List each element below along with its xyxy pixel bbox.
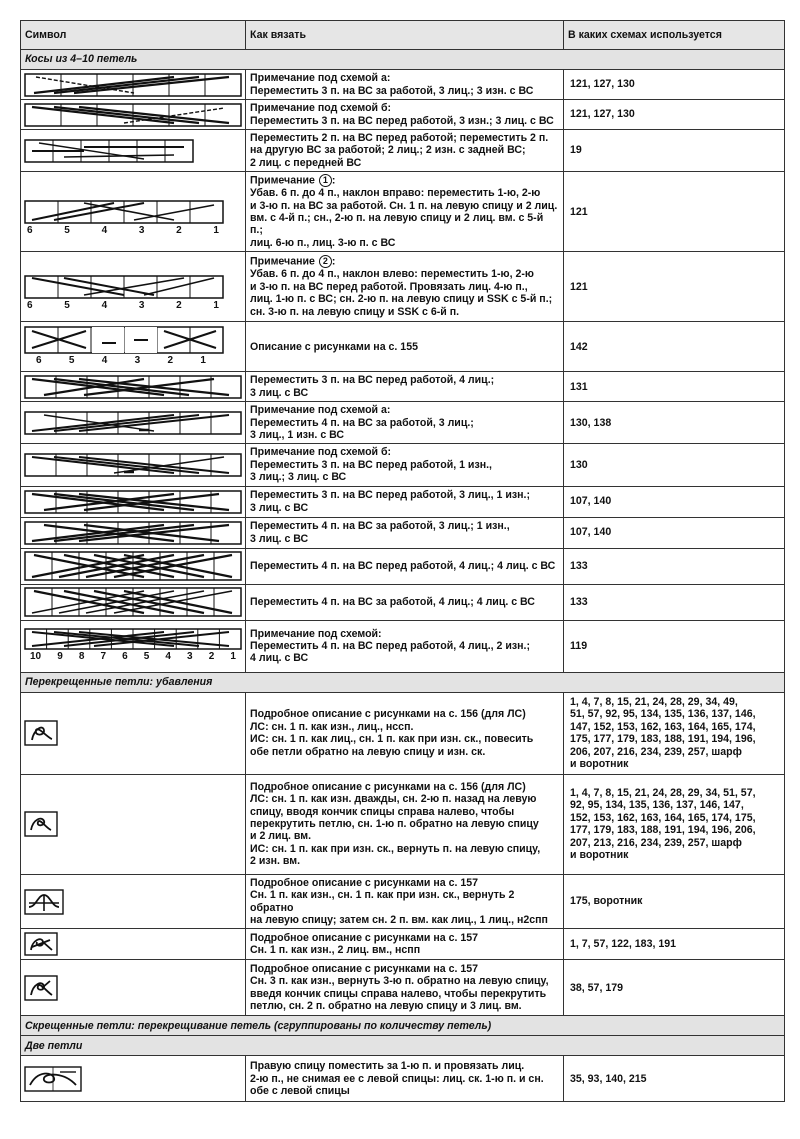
description-cell: Примечание 2 : Убав. 6 п. до 4 п., наклон влево: переместить 1-ю, 2-ю и 3-ю п. на ВС перед работой. Провязать лиц. 4-ю п., лиц. 1-ю п. с ВС; сн. 2-ю п. на левую спицу и SSK с 5-й п.; сн. 3-ю п. на левую спицу и SSK с 6-й п.: [246, 252, 564, 322]
table-row: [21, 372, 785, 402]
section-row: [21, 672, 785, 692]
symbol-cell: [21, 874, 246, 929]
symbol-cell: [21, 692, 246, 774]
description-cell: Переместить 3 п. на ВС перед работой, 3 лиц., 1 изн.; 3 лиц. с ВС: [246, 486, 564, 517]
note-number-badge: 1: [319, 174, 332, 187]
table-row: [21, 486, 785, 517]
used-cell: 131: [564, 372, 785, 402]
used-cell: 1, 4, 7, 8, 15, 21, 24, 28, 29, 34, 51, 57, 92, 95, 134, 135, 136, 137, 146, 147, 152, 153, 162, 163, 164, 165, 174, 175, 177, 179, 183, 188, 191, 194, 196, 206, 207, 213, 216, 234, 239, 257, шарф и воротник: [564, 774, 785, 874]
description-cell: Подробное описание с рисунками на с. 156 (для ЛС) ЛС: сн. 1 п. как изн. дважды, сн. 2-ю п. назад на левую спицу, вводя кончик спицы справа налево, чтобы перекрутить петлю, сн. 1-ю п. обратно на левую спицу и 2 лиц. вм. ИС: сн. 1 п. как при изн. ск., вернуть п. на левую спицу, 2 изн. вм.: [246, 774, 564, 874]
description-cell: Переместить 3 п. на ВС перед работой, 4 лиц.; 3 лиц. с ВС: [246, 372, 564, 402]
table-row: [21, 130, 785, 172]
symbol-cell: [21, 322, 246, 372]
cable-3-3-left-icon: [24, 103, 242, 127]
description-cell: Подробное описание с рисунками на с. 157 Сн. 1 п. как изн., сн. 1 п. как при изн. ск., вернуть 2 обратно на левую спицу; затем сн. 2 п. вм. как лиц., 1 лиц., н2спп: [246, 874, 564, 929]
twisted-double-decrease-icon: [24, 889, 64, 915]
cable-3-purl-3-left-icon: [24, 453, 242, 477]
symbol-cell: [21, 1056, 246, 1102]
cable-4-purl-3-icon: [24, 521, 242, 545]
cable-with-purl-center-icon: [24, 326, 224, 354]
cable-3-3-right-icon: [24, 73, 242, 97]
table-row: [21, 517, 785, 548]
header-symbol: Символ: [21, 21, 246, 50]
cable-2-2-2-icon: [24, 139, 194, 163]
symbol-cell: [21, 252, 246, 322]
section-title: Перекрещенные петли: убавления: [21, 672, 785, 692]
description-cell: Описание с рисунками на с. 155: [246, 322, 564, 372]
used-cell: 130, 138: [564, 402, 785, 444]
used-cell: 121: [564, 252, 785, 322]
table-row: [21, 70, 785, 100]
description-cell: Переместить 4 п. на ВС за работой, 3 лиц.; 1 изн., 3 лиц. с ВС: [246, 517, 564, 548]
description-cell: Переместить 2 п. на ВС перед работой; переместить 2 п. на другую ВС за работой; 2 лиц.; 2 изн. с задней ВС; 2 лиц. с передней ВС: [246, 130, 564, 172]
twisted-decrease-right-icon: [24, 811, 58, 837]
header-row: [21, 21, 785, 50]
table-row: [21, 620, 785, 672]
symbol-cell: [21, 620, 246, 672]
table-row: [21, 548, 785, 584]
twisted-decrease-left-icon: [24, 720, 58, 746]
symbol-cell: [21, 402, 246, 444]
used-cell: 38, 57, 179: [564, 960, 785, 1016]
table-row: [21, 874, 785, 929]
section-title: Две петли: [21, 1036, 785, 1056]
cable-10-stitch-icon: [24, 628, 242, 650]
used-cell: 1, 7, 57, 122, 183, 191: [564, 929, 785, 960]
used-cell: 121, 127, 130: [564, 70, 785, 100]
stitch-numbers: 6 5 4 3 2 1: [27, 225, 219, 237]
table-row: [21, 584, 785, 620]
note-number-badge: 2: [319, 255, 332, 268]
table-row: [21, 960, 785, 1016]
description-cell: Подробное описание с рисунками на с. 157 Сн. 3 п. как изн., вернуть 3-ю п. обратно на левую спицу, введя кончик спицы справа налево, чтобы перекрутить петлю, сн. 2 п. обратно на левую спицу и 3 лиц. вм.: [246, 960, 564, 1016]
symbol-cell: [21, 372, 246, 402]
description-cell: Подробное описание с рисунками на с. 157 Сн. 1 п. как изн., 2 лиц. вм., нспп: [246, 929, 564, 960]
used-cell: 142: [564, 322, 785, 372]
used-cell: 107, 140: [564, 486, 785, 517]
description-cell: Примечание под схемой: Переместить 4 п. на ВС перед работой, 4 лиц., 2 изн.; 4 лиц. с ВС: [246, 620, 564, 672]
table-row: [21, 1056, 785, 1102]
table-row: [21, 929, 785, 960]
symbol-cell: [21, 548, 246, 584]
used-cell: 133: [564, 548, 785, 584]
table-row: [21, 402, 785, 444]
stitch-numbers: 6 5 4 3 2 1: [36, 355, 206, 367]
description-cell: Примечание под схемой а: Переместить 4 п. на ВС за работой, 3 лиц.; 3 лиц., 1 изн. с ВС: [246, 402, 564, 444]
cable-4-4-left-icon: [24, 587, 242, 617]
table-row: [21, 172, 785, 252]
used-cell: 121: [564, 172, 785, 252]
header-how: Как вязать: [246, 21, 564, 50]
stitch-numbers: 10 9 8 7 6 5 4 3 2 1: [30, 651, 236, 663]
table-row: [21, 100, 785, 130]
description-cell: Переместить 4 п. на ВС за работой, 4 лиц.; 4 лиц. с ВС: [246, 584, 564, 620]
symbol-cell: [21, 584, 246, 620]
description-cell: Подробное описание с рисунками на с. 156 (для ЛС) ЛС: сн. 1 п. как изн., лиц., нссп. ИС: сн. 1 п. как лиц., сн. 1 п. как при изн. ск., повесить обе петли обратно на левую спицу и изн. ск.: [246, 692, 564, 774]
cable-7-stitch-icon: [24, 375, 242, 399]
symbol-cell: [21, 929, 246, 960]
description-cell: Переместить 4 п. на ВС перед работой, 4 лиц.; 4 лиц. с ВС: [246, 548, 564, 584]
cable-4-3-purl-right-icon: [24, 411, 242, 435]
decrease-6-to-4-left-icon: [24, 275, 224, 299]
symbol-cell: [21, 172, 246, 252]
section-row: [21, 50, 785, 70]
table-row: [21, 774, 785, 874]
description-cell: Правую спицу поместить за 1-ю п. и провязать лиц. 2-ю п., не снимая ее с левой спицы: лиц. ск. 1-ю п. и сн. обе с левой спицы: [246, 1056, 564, 1102]
description-cell: Примечание под схемой б: Переместить 3 п. на ВС перед работой, 3 изн.; 3 лиц. с ВС: [246, 100, 564, 130]
symbol-cell: [21, 100, 246, 130]
used-cell: 130: [564, 444, 785, 486]
used-cell: 133: [564, 584, 785, 620]
description-cell: Примечание 1 : Убав. 6 п. до 4 п., наклон вправо: переместить 1-ю, 2-ю и 3-ю п. на ВС за работой. Сн. 1 п. на левую спицу и 2 лиц. вм. с 4-й п.; сн., 2-ю п. на левую спицу и 2 лиц. вм. с 5-й п.; лиц. 6-ю п., лиц. 3-ю п. с ВС: [246, 172, 564, 252]
section-title: Скрещенные петли: перекрещивание петель (сгруппированы по количеству петель): [21, 1016, 785, 1036]
description-cell: Примечание под схемой б: Переместить 3 п. на ВС перед работой, 1 изн., 3 лиц.; 3 лиц. с ВС: [246, 444, 564, 486]
table-row: [21, 252, 785, 322]
table-row: [21, 444, 785, 486]
cable-3-3-purl-icon: [24, 490, 242, 514]
cable-4-4-right-icon: [24, 551, 242, 581]
two-stitch-cross-icon: [24, 1066, 82, 1092]
used-cell: 35, 93, 140, 215: [564, 1056, 785, 1102]
twisted-k2tog-icon: [24, 932, 58, 956]
header-used: В каких схемах используется: [564, 21, 785, 50]
symbol-cell: [21, 130, 246, 172]
description-cell: Примечание под схемой а: Переместить 3 п. на ВС за работой, 3 лиц.; 3 изн. с ВС: [246, 70, 564, 100]
decrease-6-to-4-right-icon: [24, 200, 224, 224]
section-row: [21, 1036, 785, 1056]
symbol-cell: [21, 444, 246, 486]
symbol-cell: [21, 774, 246, 874]
used-cell: 175, воротник: [564, 874, 785, 929]
section-title: Косы из 4–10 петель: [21, 50, 785, 70]
table-row: [21, 692, 785, 774]
used-cell: 19: [564, 130, 785, 172]
used-cell: 119: [564, 620, 785, 672]
knitting-symbols-table: [20, 20, 785, 1102]
stitch-numbers: 6 5 4 3 2 1: [27, 300, 219, 312]
symbol-cell: [21, 960, 246, 1016]
symbol-cell: [21, 517, 246, 548]
symbol-cell: [21, 486, 246, 517]
table-row: [21, 322, 785, 372]
used-cell: 107, 140: [564, 517, 785, 548]
used-cell: 1, 4, 7, 8, 15, 21, 24, 28, 29, 34, 49, 51, 57, 92, 95, 134, 135, 136, 137, 146, 147, 152, 153, 162, 163, 164, 165, 174, 175, 177, 179, 183, 188, 191, 194, 196, 206, 207, 216, 234, 239, 257, шарф и воротник: [564, 692, 785, 774]
symbol-cell: [21, 70, 246, 100]
section-row: [21, 1016, 785, 1036]
twisted-k3tog-icon: [24, 975, 58, 1001]
used-cell: 121, 127, 130: [564, 100, 785, 130]
